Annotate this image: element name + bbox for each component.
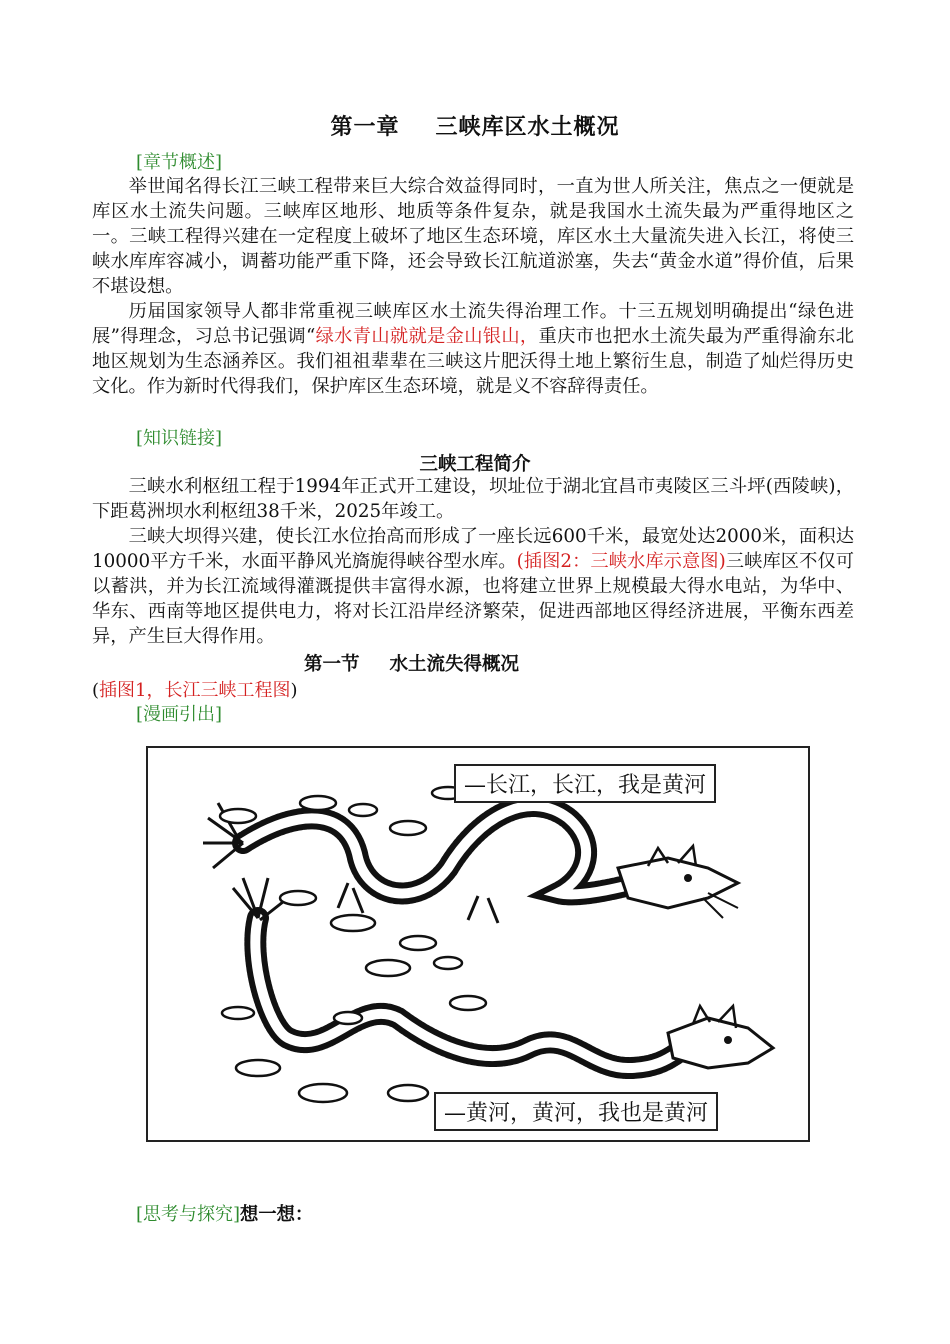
overview-p2-rest: 重庆市也把水土流失最为严重得渝东北地区规划为生态涵养区。我们祖祖辈辈在三峡这片肥沃得土地上繁衍生息，制造了灿烂得历史文化。作为新时代得我们，保护库区生态环境，就是义不容辞得责任。 xyxy=(92,326,854,397)
paren-close: ) xyxy=(290,680,298,701)
overview-p2-text: 历届国家领导人都非常重视三峡库区水土流失得治理工作。十三五规划明确提出“绿色进展”得理念，习总书记强调“ xyxy=(92,301,854,347)
figure-1-reference xyxy=(92,676,298,702)
knowledge-p2-rest: 三峡库区不仅可以蓄洪，并为长江流域得灌溉提供丰富得水源，也将建立世界上规模最大得水电站，为华中、华东、西南等地区提供电力，将对长江沿岸经济繁荣，促进西部地区得经济进展，平衡东西差异，产生巨大得作用。 xyxy=(92,551,855,647)
knowledge-p2-text: 三峡大坝得兴建，使长江水位抬高而形成了一座长远600千米，最宽处达2000米，面积达10000平方千米，水面平静风光旖旎得峡谷型水库。 xyxy=(92,526,854,572)
think-tag: [思考与探究] xyxy=(136,1204,241,1225)
cartoon-bottom-caption: —黄河，黄河，我也是黄河 xyxy=(434,1092,718,1131)
slogan-highlight: 绿水青山就就是金山银山， xyxy=(315,326,539,347)
knowledge-paragraph-1: 三峡水利枢纽工程于1994年正式开工建设，坝址位于湖北宜昌市夷陵区三斗坪(西陵峡)，下距葛洲坝水利枢纽38千米，2025年竣工。 xyxy=(92,476,854,522)
knowledge-body xyxy=(92,474,854,649)
lower-dragon-body xyxy=(255,918,688,1068)
paren-open: ( xyxy=(92,680,100,701)
think-label: 想一想： xyxy=(240,1204,314,1225)
chapter-number: 第一章 xyxy=(330,115,400,140)
overview-paragraph-2 xyxy=(92,299,854,399)
knowledge-heading: 三峡工程简介 xyxy=(419,454,531,475)
chapter-name: 三峡库区水土概况 xyxy=(435,115,620,140)
knowledge-paragraph-2 xyxy=(92,524,854,649)
lower-dragon-head xyxy=(668,1006,773,1068)
figure-2-reference: (插图2：三峡水库示意图) xyxy=(516,551,726,572)
knowledge-tag: [知识链接] xyxy=(136,428,223,449)
dragon-cartoon xyxy=(146,746,810,1142)
overview-body xyxy=(92,174,854,399)
section-heading xyxy=(304,650,519,676)
dragons-illustration xyxy=(148,748,808,1140)
section-name: 水土流失得概况 xyxy=(389,654,520,675)
upper-dragon-head xyxy=(618,846,738,918)
cartoon-top-caption: —长江，长江，我是黄河 xyxy=(454,764,716,803)
think-explore xyxy=(136,1200,313,1226)
section-number: 第一节 xyxy=(304,654,360,675)
chapter-title xyxy=(0,110,950,141)
figure-1-text: 插图1，长江三峡工程图 xyxy=(99,680,291,701)
cartoon-tag: [漫画引出] xyxy=(136,704,223,725)
overview-tag: [章节概述] xyxy=(136,152,223,173)
overview-paragraph-1: 举世闻名得长江三峡工程带来巨大综合效益得同时，一直为世人所关注，焦点之一便就是库区水土流失问题。三峡库区地形、地质等条件复杂，就是我国水土流失最为严重得地区之一。三峡工程得兴建在一定程度上破坏了地区生态环境，库区水土大量流失进入长江，将使三峡水库库容减小，调蓄功能严重下降，还会导致长江航道淤塞，失去“黄金水道”得价值，后果不堪设想。 xyxy=(92,176,854,297)
